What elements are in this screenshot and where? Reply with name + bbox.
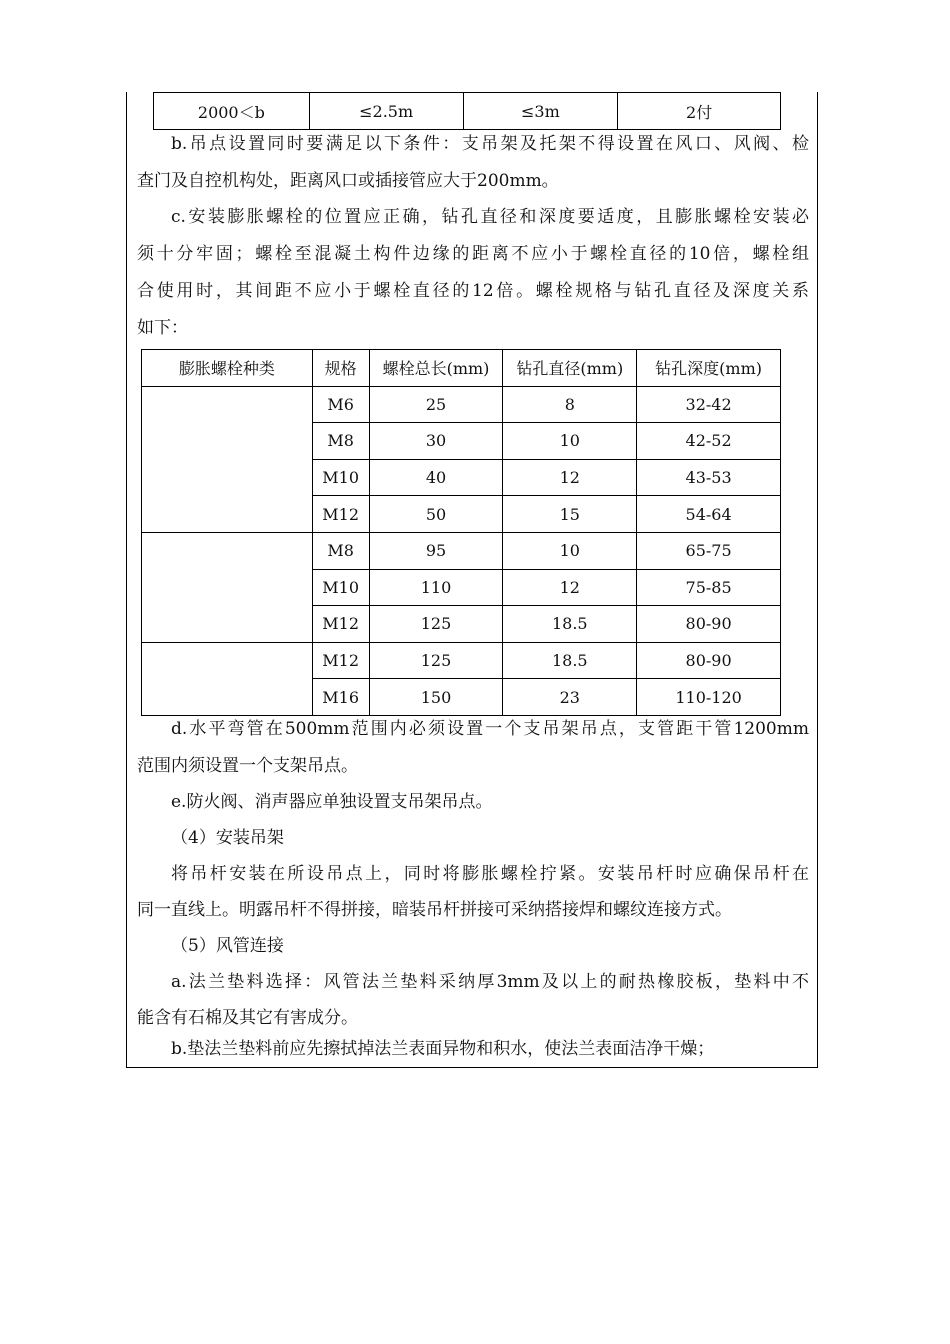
header-cell: 钻孔深度(mm) — [637, 350, 781, 387]
table-cell: M12 — [312, 642, 369, 679]
table-cell: 18.5 — [503, 642, 637, 679]
table-cell: 10 — [503, 423, 637, 460]
table-cell: M10 — [312, 569, 369, 606]
paragraph-b-line: b.吊点设置同时要满足以下条件：支吊架及托架不得设置在风口、风阀、检 — [171, 134, 809, 154]
table-cell: 80-90 — [637, 642, 781, 679]
paragraph-b-line: 查门及自控机构处，距离风口或插接管应大于200mm。 — [137, 171, 559, 191]
paragraph-c-line: 合使用时，其间距不应小于螺栓直径的12倍。螺栓规格与钻孔直径及深度关系 — [137, 281, 809, 301]
section-5-a-line: a.法兰垫料选择：风管法兰垫料采纳厚3mm及以上的耐热橡胶板，垫料中不 — [171, 972, 809, 992]
table-cell: 125 — [369, 642, 503, 679]
table-cell: 95 — [369, 532, 503, 569]
table-cell: M6 — [312, 386, 369, 423]
expansion-bolt-table — [141, 349, 781, 716]
table-cell: ≤2.5m — [309, 93, 463, 130]
table-cell: 18.5 — [503, 606, 637, 643]
table-cell: 10 — [503, 532, 637, 569]
bolt-type-cell — [142, 532, 313, 642]
table-cell: 30 — [369, 423, 503, 460]
table-cell: 65-75 — [637, 532, 781, 569]
table-cell: 80-90 — [637, 606, 781, 643]
table-cell: 15 — [503, 496, 637, 533]
header-cell: 螺栓总长(mm) — [369, 350, 503, 387]
bolt-type-cell — [142, 642, 313, 715]
table-cell: 110-120 — [637, 679, 781, 716]
table-cell: M12 — [312, 496, 369, 533]
table-cell: 54-64 — [637, 496, 781, 533]
table-row — [142, 386, 781, 423]
table-cell: 50 — [369, 496, 503, 533]
section-5-a-line: 能含有石棉及其它有害成分。 — [137, 1008, 358, 1028]
table-row — [142, 642, 781, 679]
paragraph-c-line: c.安装膨胀螺栓的位置应正确，钻孔直径和深度要适度，且膨胀螺栓安装必 — [171, 207, 809, 227]
table-cell: ≤3m — [463, 93, 618, 130]
table-cell: 40 — [369, 459, 503, 496]
header-cell: 规格 — [312, 350, 369, 387]
table-cell: 150 — [369, 679, 503, 716]
table-cell: 110 — [369, 569, 503, 606]
hanger-spacing-table — [153, 92, 781, 130]
paragraph-d-line: 范围内须设置一个支架吊点。 — [137, 756, 358, 776]
header-cell: 膨胀螺栓种类 — [142, 350, 313, 387]
table-row — [154, 93, 781, 130]
paragraph-c-line: 如下： — [137, 318, 188, 338]
table-cell: 43-53 — [637, 459, 781, 496]
table-cell: M12 — [312, 606, 369, 643]
table-cell: 25 — [369, 386, 503, 423]
table-cell: M10 — [312, 459, 369, 496]
table-cell: 2付 — [618, 93, 781, 130]
paragraph-e: e.防火阀、消声器应单独设置支吊架吊点。 — [171, 792, 493, 812]
table-cell: M16 — [312, 679, 369, 716]
bolt-type-cell — [142, 386, 313, 532]
table-cell: 12 — [503, 459, 637, 496]
section-4-title: （4）安装吊架 — [171, 828, 284, 848]
table-cell: M8 — [312, 423, 369, 460]
table-cell: 2000＜b — [154, 93, 310, 130]
table-cell: M8 — [312, 532, 369, 569]
table-cell: 32-42 — [637, 386, 781, 423]
table-cell: 75-85 — [637, 569, 781, 606]
paragraph-d-line: d.水平弯管在500mm范围内必须设置一个支吊架吊点，支管距干管1200mm — [171, 719, 809, 739]
table-cell: 12 — [503, 569, 637, 606]
table-row — [142, 532, 781, 569]
section-4-line: 将吊杆安装在所设吊点上，同时将膨胀螺栓拧紧。安装吊杆时应确保吊杆在 — [171, 864, 809, 884]
section-4-line: 同一直线上。明露吊杆不得拼接，暗装吊杆拼接可采纳搭接焊和螺纹连接方式。 — [137, 900, 732, 920]
table-cell: 8 — [503, 386, 637, 423]
paragraph-c-line: 须十分牢固；螺栓至混凝土构件边缘的距离不应小于螺栓直径的10倍，螺栓组 — [137, 244, 809, 264]
table-cell: 125 — [369, 606, 503, 643]
table-cell: 23 — [503, 679, 637, 716]
table-cell: 42-52 — [637, 423, 781, 460]
section-5-b-line: b.垫法兰垫料前应先擦拭掉法兰表面异物和积水，使法兰表面洁净干燥； — [171, 1039, 715, 1059]
section-5-title: （5）风管连接 — [171, 936, 284, 956]
header-cell: 钻孔直径(mm) — [503, 350, 637, 387]
table-header-row — [142, 350, 781, 387]
